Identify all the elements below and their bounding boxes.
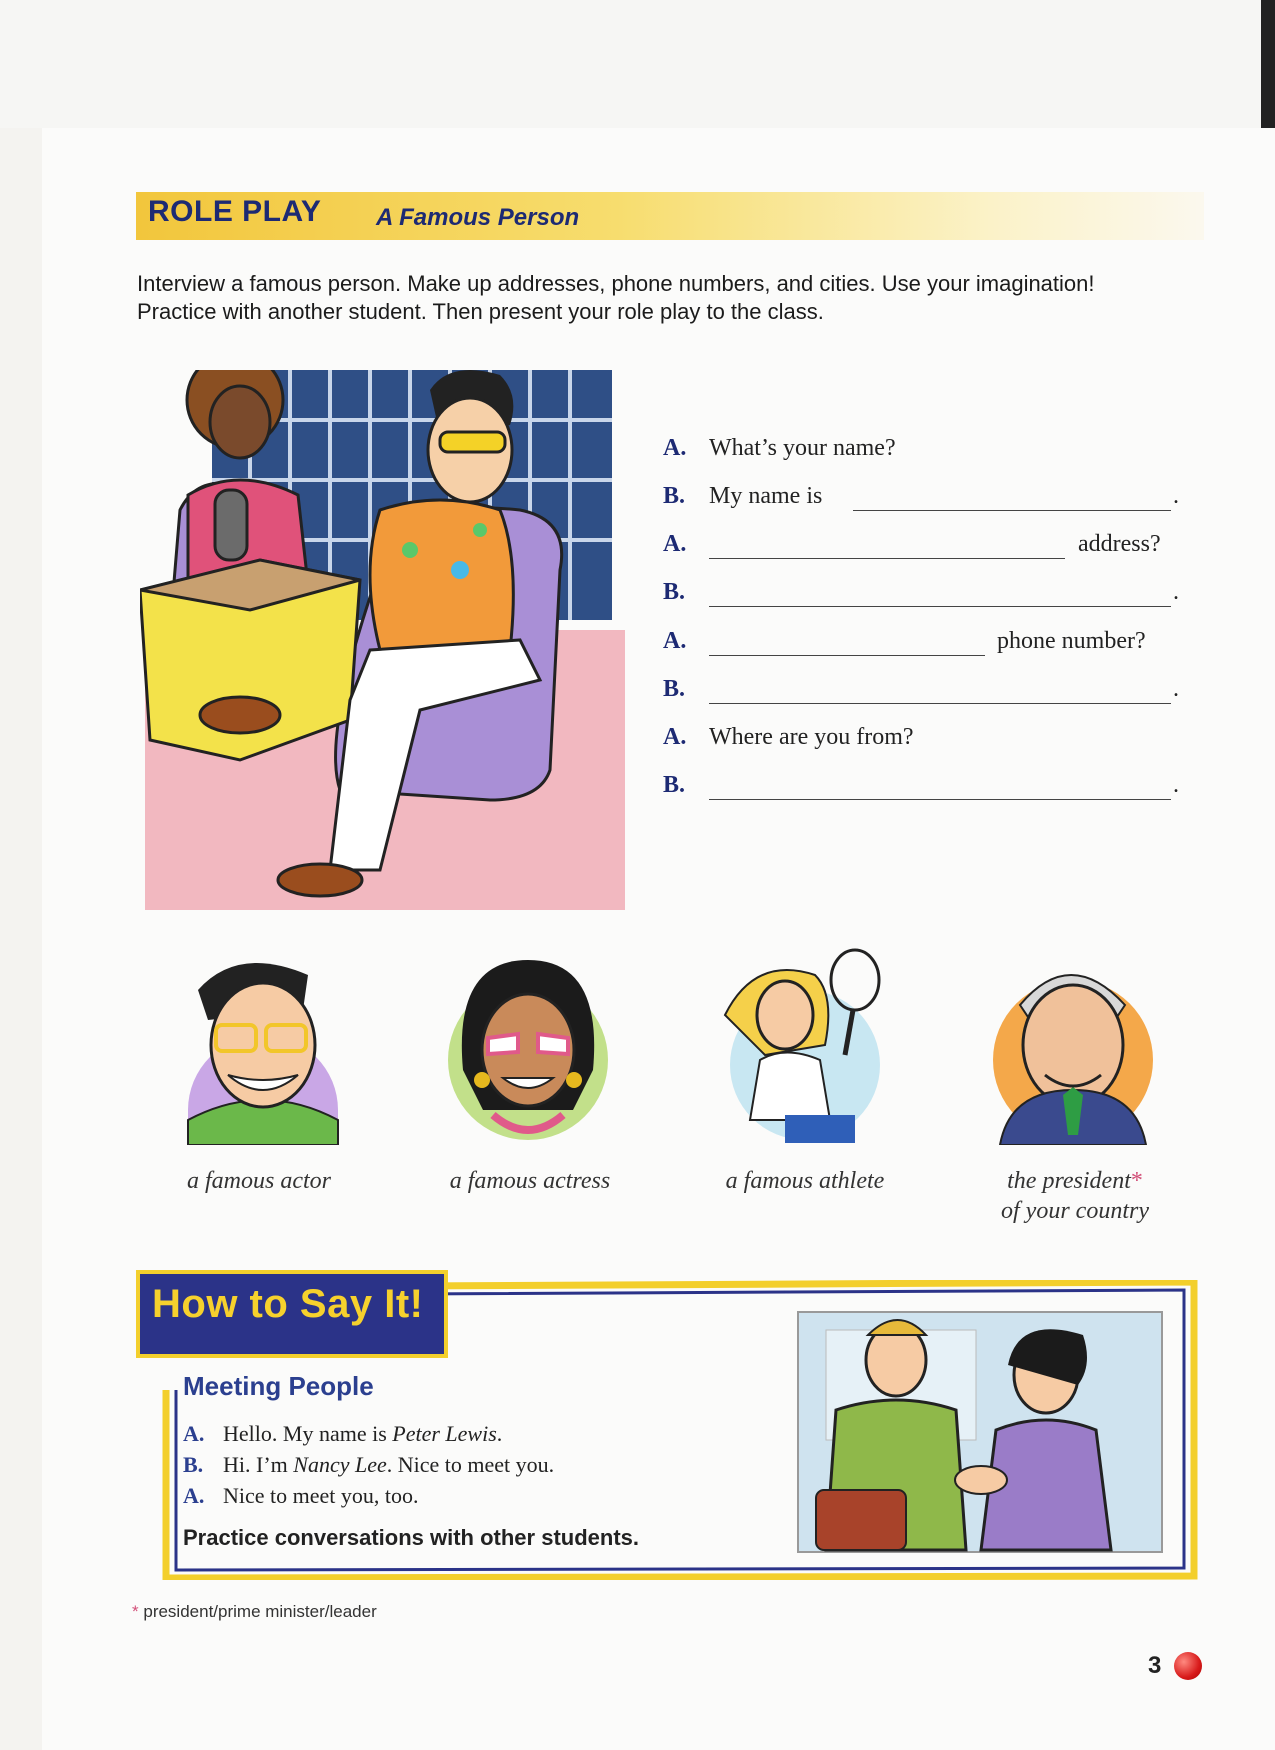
president-portrait (985, 950, 1160, 1145)
scan-top-margin (0, 0, 1275, 128)
speaker-label: B. (663, 772, 686, 798)
page-number: 3 (1148, 1652, 1162, 1679)
meeting-people-illustration (798, 1312, 1162, 1552)
caption-president-line2: of your country (1001, 1198, 1149, 1224)
meeting-people-title: Meeting People (183, 1371, 374, 1401)
footnote-star: * (132, 1602, 139, 1621)
hometown-blank[interactable] (709, 799, 1171, 800)
line-end: address? (1078, 531, 1161, 557)
footnote (132, 1602, 377, 1622)
guest-shoe (278, 864, 362, 896)
instructions: Interview a famous person. Make up addresses, phone numbers, and cities. Use your imagination! Practice with another student. Then present your role play to the class. (137, 271, 1095, 324)
dialogue-text: Where are you from? (709, 724, 914, 750)
speaker-label: B. (663, 676, 686, 702)
speaker-label: A. (663, 628, 687, 654)
scan-edge (1261, 0, 1275, 128)
line-before: Nice to meet you, too. (223, 1483, 419, 1508)
line-end: . (1173, 483, 1179, 509)
footnote-marker: * (1130, 1168, 1143, 1194)
name-blank[interactable] (853, 510, 1171, 511)
caption-actress: a famous actress (449, 1168, 611, 1194)
section-title: ROLE PLAY (148, 195, 322, 228)
dialogue-text: What’s your name? (709, 435, 896, 461)
line-end: . (1173, 676, 1179, 702)
guest-shirt (370, 500, 513, 650)
line-before: Hello. My name is (223, 1421, 393, 1446)
meeting-line-3 (183, 1483, 419, 1509)
speaker-label: B. (663, 483, 686, 509)
caption-president-line1: the president (1007, 1168, 1131, 1194)
dialogue-text: My name is (709, 483, 823, 509)
speaker-label: A. (663, 435, 687, 461)
speaker-label: A. (183, 1483, 205, 1508)
line-after: . Nice to meet you. (386, 1452, 555, 1477)
line-end: phone number? (997, 628, 1146, 654)
actress-portrait (438, 950, 613, 1145)
speaker-label: A. (663, 531, 687, 557)
address-answer-blank[interactable] (709, 606, 1171, 607)
interview-illustration (140, 370, 630, 915)
line-name: Nancy Lee (293, 1452, 387, 1477)
line-name: Peter Lewis (392, 1421, 497, 1446)
speaker-label: A. (183, 1421, 205, 1446)
speaker-label: A. (663, 724, 687, 750)
caption-president (958, 1166, 1192, 1226)
caption-athlete: a famous athlete (725, 1168, 885, 1194)
phone-blank[interactable] (709, 655, 985, 656)
practice-instruction: Practice conversations with other students. (183, 1525, 640, 1550)
line-end: . (1173, 579, 1179, 605)
host-face (210, 386, 270, 458)
address-blank[interactable] (709, 558, 1065, 559)
athlete-portrait (705, 945, 900, 1145)
caption-actor: a famous actor (187, 1168, 331, 1194)
speaker-label: B. (663, 579, 686, 605)
footnote-text: president/prime minister/leader (143, 1602, 377, 1621)
meeting-line-2 (183, 1452, 554, 1478)
page-dot-icon (1174, 1652, 1202, 1680)
speaker-label: B. (183, 1452, 204, 1477)
guest-sunglasses (440, 432, 505, 452)
guest-shoe-raised (200, 697, 280, 733)
phone-answer-blank[interactable] (709, 703, 1171, 704)
line-before: Hi. I’m (223, 1452, 294, 1477)
how-to-say-it-title: How to Say It! (152, 1282, 424, 1326)
meeting-line-1 (183, 1421, 502, 1447)
section-subtitle: A Famous Person (376, 204, 580, 231)
line-end: . (1173, 772, 1179, 798)
line-after: . (496, 1421, 503, 1446)
actor-portrait (178, 950, 348, 1145)
microphone (215, 490, 247, 560)
